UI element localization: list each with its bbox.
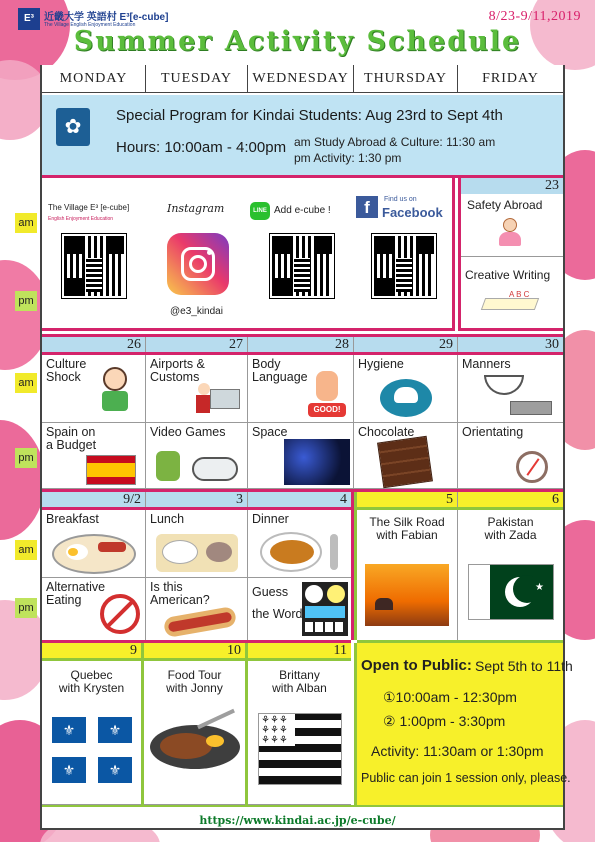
- activity-label: Orientating: [462, 425, 524, 439]
- date-number: 4: [248, 492, 351, 508]
- day-header-wednesday: WEDNESDAY: [248, 65, 354, 93]
- open-slot-1: ①10:00am - 12:30pm: [383, 689, 517, 705]
- spain-flag-icon: [86, 455, 136, 485]
- instagram-icon[interactable]: [167, 233, 229, 295]
- date-number: 9: [42, 643, 141, 659]
- special-program-pm: pm Activity: 1:30 pm: [294, 151, 402, 165]
- week3-monday-am: [42, 510, 146, 578]
- instagram-label: Instagram: [167, 202, 225, 215]
- special-program-banner: [42, 95, 563, 175]
- open-slot-2: ② 1:00pm - 3:30pm: [383, 713, 506, 729]
- logo-title: 近畿大学 英語村 E³[e-cube]: [44, 12, 169, 23]
- activity-label: Dinner: [252, 512, 289, 526]
- activity-label: Breakfast: [46, 512, 99, 526]
- hygiene-icon: [380, 379, 432, 417]
- activity-label: Manners: [462, 357, 511, 371]
- village-subtitle: English Enjoyment Education: [48, 216, 114, 222]
- activity-label: The Silk Road with Fabian: [369, 515, 445, 542]
- special-program-am: am Study Abroad & Culture: 11:30 am: [294, 135, 496, 149]
- date-range: 8/23-9/11,2019: [488, 9, 581, 24]
- word-puzzle-icon: [302, 582, 348, 636]
- pm-label: pm: [15, 448, 37, 468]
- pakistan-flag-icon: ★: [468, 564, 554, 620]
- date-number: 27: [146, 337, 248, 353]
- website-qr-code[interactable]: [62, 234, 126, 298]
- week2-monday-pm: [42, 423, 146, 489]
- curry-plate-icon: [260, 532, 322, 572]
- open-activity: Activity: 11:30am or 1:30pm: [371, 743, 544, 759]
- website-link[interactable]: https://www.kindai.ac.jp/e-cube/: [199, 814, 396, 827]
- brittany-flag-icon: ⚘⚘⚘ ⚘⚘⚘ ⚘⚘⚘: [258, 713, 342, 785]
- activity-label: Spain on a Budget: [46, 425, 97, 452]
- airport-counter-icon: [196, 381, 240, 417]
- activity-label: Is this American?: [150, 580, 210, 607]
- person-icon: [497, 218, 523, 248]
- activity-label: Culture Shock: [46, 357, 87, 384]
- date-number: 23: [461, 178, 563, 194]
- week2-friday-pm: [458, 423, 563, 489]
- open-title: Open to Public:: [361, 657, 472, 674]
- date-number: 30: [458, 337, 563, 353]
- spoon-icon: [330, 534, 338, 570]
- day-header-monday: MONDAY: [42, 65, 146, 93]
- open-to-public-box: [354, 643, 573, 805]
- activity-label: Hygiene: [358, 357, 404, 371]
- week3-tuesday-am: [146, 510, 248, 578]
- week2-thursday-pm: [354, 423, 458, 489]
- week2-friday-am: [458, 355, 563, 423]
- date-number: 28: [248, 337, 354, 353]
- date-number: 29: [354, 337, 458, 353]
- social-media-block: [42, 178, 455, 331]
- facebook-find-text: Find us on: [384, 196, 417, 203]
- activity-label: Alternative Eating: [46, 580, 106, 607]
- week2-wednesday-pm: [248, 423, 354, 489]
- activity-label: Brittany with Alban: [272, 668, 327, 695]
- week2-tuesday-am: [146, 355, 248, 423]
- week3-tuesday-pm: [146, 578, 248, 640]
- activity-label: Lunch: [150, 512, 185, 526]
- activity-label: Space: [252, 425, 288, 439]
- activity-label: Quebec with Krysten: [58, 668, 125, 695]
- line-icon: LINE: [250, 202, 270, 220]
- activity-label: Video Games: [150, 425, 226, 439]
- knife-icon: [197, 709, 235, 730]
- date-number: 10: [144, 643, 245, 659]
- open-range: Sept 5th to 11th: [475, 658, 573, 674]
- activity-label: Creative Writing: [465, 268, 551, 282]
- steak-icon: [150, 725, 240, 769]
- facebook-icon: f: [356, 196, 378, 218]
- week2-wednesday-am: [248, 355, 354, 423]
- thumbs-up-icon: GOOD!: [308, 371, 346, 419]
- hot-dog-icon: [163, 606, 237, 638]
- shocked-boy-icon: [98, 367, 132, 413]
- writing-icon: A B C: [483, 290, 537, 314]
- week3-monday-pm: [42, 578, 146, 640]
- lunch-tray-icon: [156, 534, 238, 572]
- breakfast-plate-icon: [52, 534, 136, 574]
- line-qr-code[interactable]: [270, 234, 334, 298]
- date-number: 3: [146, 492, 248, 508]
- special-program-title: Special Program for Kindai Students: Aug 23rd to Sept 4th: [116, 107, 503, 124]
- week4-wednesday: [248, 661, 351, 805]
- day-header-thursday: THURSDAY: [354, 65, 458, 93]
- activity-label: Airports & Customs: [150, 357, 205, 384]
- activity-label: Chocolate: [358, 425, 415, 439]
- chocolate-icon: [377, 436, 433, 489]
- compass-icon: [516, 451, 548, 483]
- facebook-qr-code[interactable]: [372, 234, 436, 298]
- logo-mark: E³: [18, 8, 40, 30]
- date-number: 9/2: [42, 492, 146, 508]
- activity-label: Body Language: [252, 357, 308, 384]
- date-number: 5: [356, 492, 458, 508]
- line-label: Add e-cube !: [274, 205, 331, 216]
- activity-label: Guess the Word: [252, 585, 303, 621]
- no-food-icon: [100, 594, 140, 634]
- special-program-hours: Hours: 10:00am - 4:00pm: [116, 139, 287, 156]
- date-number: 26: [42, 337, 146, 353]
- silk-road-desert-image: [365, 564, 449, 626]
- divider: [42, 805, 563, 807]
- week1-friday: [458, 178, 563, 331]
- am-label: am: [15, 213, 37, 233]
- divider: [461, 256, 563, 257]
- money-icon: [510, 401, 552, 415]
- game-character-icon: [156, 451, 180, 481]
- week3-wednesday-am: [248, 510, 351, 578]
- week2-monday-am: [42, 355, 146, 423]
- week3-thursday: [357, 510, 458, 640]
- teacup-icon: [484, 375, 524, 395]
- date-number: 11: [248, 643, 351, 659]
- day-header-friday: FRIDAY: [458, 65, 563, 93]
- space-image: [284, 439, 350, 485]
- page-title: Summer Activity Schedule: [73, 26, 522, 57]
- open-note: Public can join 1 session only, please.: [361, 771, 571, 785]
- week3-friday: [458, 510, 563, 640]
- quebec-flag-icon: ⚜ ⚜ ⚜ ⚜: [52, 717, 132, 783]
- facebook-label: Facebook: [382, 205, 443, 220]
- instagram-handle: @e3_kindai: [170, 306, 223, 317]
- activity-label: Pakistan with Zada: [484, 515, 537, 542]
- week2-thursday-am: [354, 355, 458, 423]
- week2-tuesday-pm: [146, 423, 248, 489]
- am-label: am: [15, 373, 37, 393]
- date-number: 6: [458, 492, 563, 508]
- week4-monday: [42, 661, 141, 805]
- game-controller-icon: [192, 457, 238, 481]
- flower-icon: ✿: [56, 108, 90, 146]
- activity-label: Safety Abroad: [467, 198, 543, 212]
- logo-subtitle: The Village English Enjoyment Education: [44, 22, 136, 28]
- pm-label: pm: [15, 291, 37, 311]
- activity-label: Food Tour with Jonny: [166, 668, 223, 695]
- pm-label: pm: [15, 598, 37, 618]
- am-label: am: [15, 540, 37, 560]
- village-title: The Village E³ [e-cube]: [48, 203, 130, 212]
- week4-tuesday: [144, 661, 245, 805]
- week3-wednesday-pm: [248, 578, 351, 640]
- day-header-tuesday: TUESDAY: [146, 65, 248, 93]
